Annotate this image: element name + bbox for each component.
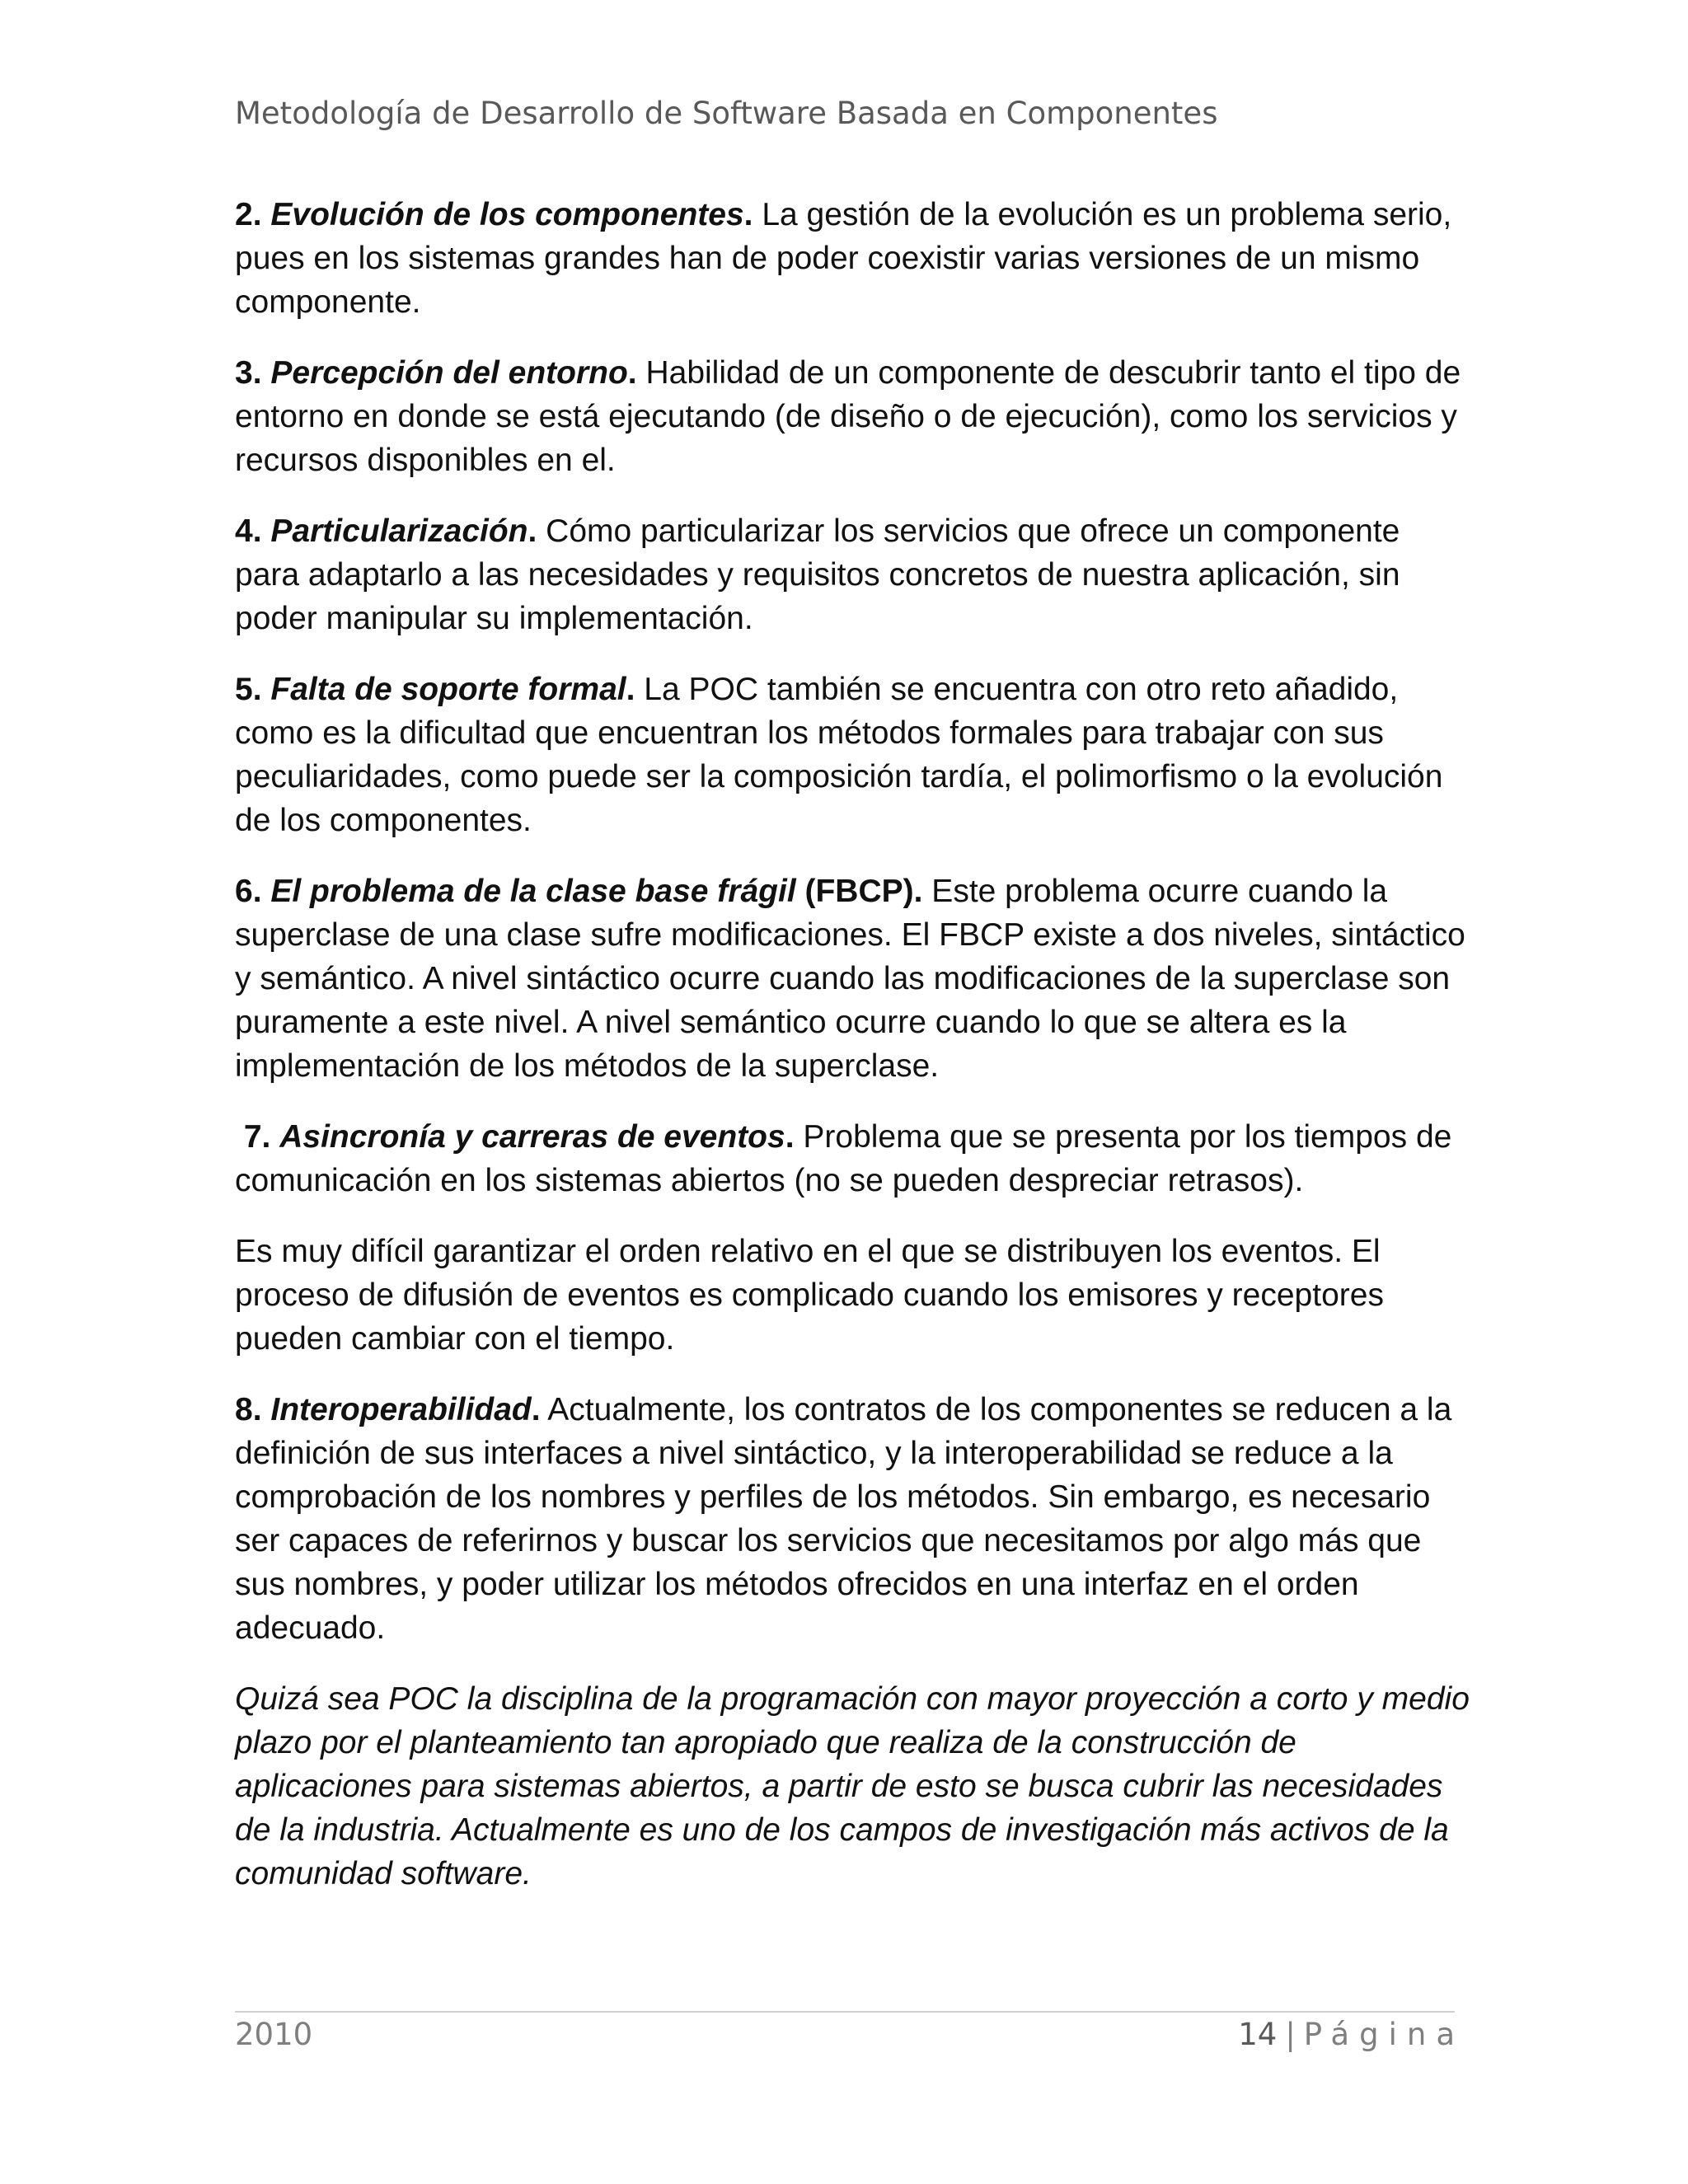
item-title-end: . (531, 1392, 541, 1427)
item-text: Actualmente, los contratos de los componentes se reducen a la definición de sus interfaces a nivel sintáctico, y la interoperabilidad se reduce a la comprobación de los nombres y perfiles de los métodos. Sin embargo, es necesario ser capaces de referirnos y buscar los servicios que necesitamos por algo más que sus nombres, y poder utilizar los métodos ofrecidos en una interfaz en el orden adecuado. (235, 1392, 1452, 1646)
item-title-end: . (743, 197, 753, 232)
paragraph-interoperabilidad (235, 1388, 1471, 1650)
page-footer (235, 2014, 1465, 2055)
item-title-end: . (785, 1119, 795, 1155)
item-text: Problema que se presenta por los tiempos de comunicación en los sistemas abiertos (no se pueden despreciar retrasos). (235, 1119, 1452, 1198)
document-body (235, 193, 1471, 1923)
item-text: Cómo particularizar los servicios que ofrece un componente para adaptarlo a las necesidades y requisitos concretos de nuestra aplicación, sin poder manipular su implementación. (235, 513, 1400, 636)
page-header: Metodología de Desarrollo de Software Basada en Componentes (235, 96, 1218, 131)
item-number: 4. (235, 513, 262, 549)
item-text: Es muy difícil garantizar el orden relativo en el que se distribuyen los eventos. El proceso de difusión de eventos es complicado cuando los emisores y receptores pueden cambiar con el tiempo. (235, 1234, 1384, 1357)
item-text: Este problema ocurre cuando la superclase de una clase sufre modificaciones. El FBCP existe a dos niveles, sintáctico y semántico. A nivel sintáctico ocurre cuando las modificaciones de la superclase son puramente a este nivel. A nivel semántico ocurre cuando lo que se altera es la implementación de los métodos de la superclase. (235, 874, 1465, 1084)
item-text: Habilidad de un componente de descubrir tanto el tipo de entorno en donde se está ejecutando (de diseño o de ejecución), como los servicios y recursos disponibles en el. (235, 355, 1461, 478)
item-text: Quizá sea POC la disciplina de la programación con mayor proyección a corto y medio plazo por el planteamiento tan apropiado que realiza de la construcción de aplicaciones para sistemas abiertos, a partir de esto se busca cubrir las necesidades de la industria. Actualmente es uno de los campos de investigación más activos de la comunidad software. (235, 1681, 1470, 1891)
page-number: 14 (1238, 2017, 1278, 2052)
footer-page-info (1238, 2014, 1465, 2055)
paragraph-conclusion (235, 1677, 1471, 1896)
footer-divider (235, 2011, 1455, 2013)
item-title: Interoperabilidad (270, 1392, 532, 1427)
paragraph-soporte-formal (235, 668, 1471, 842)
item-title-end: . (626, 672, 635, 707)
item-title: Falta de soporte formal (270, 672, 626, 707)
item-number: 5. (235, 672, 262, 707)
item-title-end: . (627, 355, 637, 391)
paragraph-asincronia (235, 1115, 1471, 1202)
item-number: 7. (235, 1119, 271, 1155)
item-number: 8. (235, 1392, 262, 1427)
page-label: Página (1303, 2017, 1465, 2052)
item-title: Percepción del entorno (270, 355, 628, 391)
item-title: El problema de la clase base frágil (270, 874, 796, 909)
footer-separator: | (1285, 2017, 1296, 2052)
item-title: Asincronía y carreras de eventos (279, 1119, 785, 1155)
paragraph-percepcion-entorno (235, 351, 1471, 482)
paragraph-evolucion-componentes (235, 193, 1471, 324)
item-number: 3. (235, 355, 262, 391)
item-text: La gestión de la evolución es un problema serio, pues en los sistemas grandes han de poder coexistir varias versiones de un mismo componente. (235, 197, 1452, 320)
item-title: Evolución de los componentes (270, 197, 744, 232)
item-text: La POC también se encuentra con otro reto añadido, como es la dificultad que encuentran los métodos formales para trabajar con sus peculiaridades, como puede ser la composición tardía, el polimorfismo o la evolución de los componentes. (235, 672, 1443, 838)
paragraph-particularizacion (235, 509, 1471, 640)
paragraph-clase-base-fragil (235, 869, 1471, 1088)
paragraph-orden-eventos (235, 1230, 1471, 1361)
item-number: 2. (235, 197, 262, 232)
footer-year: 2010 (235, 2017, 313, 2052)
item-title-end: (FBCP). (795, 874, 923, 909)
item-title-end: . (528, 513, 537, 549)
item-number: 6. (235, 874, 262, 909)
item-title: Particularización (270, 513, 528, 549)
